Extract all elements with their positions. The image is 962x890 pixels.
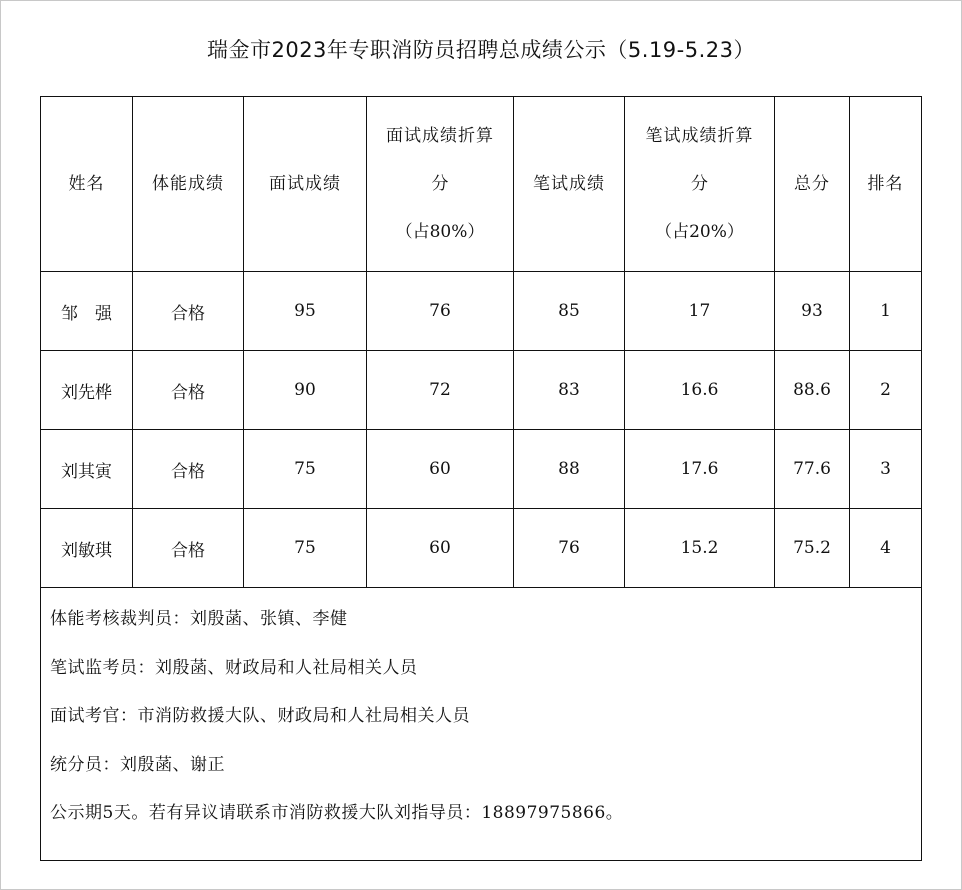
header-fitness: 体能成绩 bbox=[133, 97, 244, 272]
cell-name: 邹 强 bbox=[41, 272, 133, 351]
cell-fitness: 合格 bbox=[133, 509, 244, 588]
cell-written-converted: 17.6 bbox=[625, 430, 775, 509]
note-publicity-period: 公示期5天。若有异议请联系市消防救援大队刘指导员：18897975866。 bbox=[50, 803, 624, 823]
header-interview: 面试成绩 bbox=[244, 97, 367, 272]
cell-rank: 4 bbox=[850, 509, 922, 588]
header-written-converted-line2: 分 bbox=[691, 174, 708, 194]
note-interviewers: 面试考官：市消防救援大队、财政局和人社局相关人员 bbox=[50, 706, 470, 726]
notes-row bbox=[41, 588, 922, 861]
cell-total: 93 bbox=[775, 272, 850, 351]
cell-interview: 75 bbox=[244, 430, 367, 509]
cell-rank: 3 bbox=[850, 430, 922, 509]
cell-name: 刘先桦 bbox=[41, 351, 133, 430]
header-row bbox=[41, 97, 922, 272]
table-row bbox=[41, 351, 922, 430]
header-written-converted-line3: （占20%） bbox=[655, 222, 744, 242]
cell-rank: 1 bbox=[850, 272, 922, 351]
cell-rank: 2 bbox=[850, 351, 922, 430]
cell-written: 85 bbox=[514, 272, 625, 351]
note-written-proctors: 笔试监考员：刘殷菡、财政局和人社局相关人员 bbox=[50, 657, 418, 678]
cell-written: 83 bbox=[514, 351, 625, 430]
notes-cell bbox=[41, 588, 922, 861]
cell-interview-converted: 60 bbox=[367, 430, 514, 509]
notes-box bbox=[41, 588, 921, 823]
note-fitness-judges: 体能考核裁判员：刘殷菡、张镇、李健 bbox=[50, 609, 348, 629]
score-table bbox=[40, 96, 922, 861]
cell-written: 76 bbox=[514, 509, 625, 588]
cell-interview-converted: 72 bbox=[367, 351, 514, 430]
cell-interview: 90 bbox=[244, 351, 367, 430]
header-written-converted bbox=[625, 97, 775, 272]
cell-total: 75.2 bbox=[775, 509, 850, 588]
cell-written-converted: 15.2 bbox=[625, 509, 775, 588]
cell-written-converted: 17 bbox=[625, 272, 775, 351]
cell-interview: 95 bbox=[244, 272, 367, 351]
header-rank: 排名 bbox=[850, 97, 922, 272]
note-scorers: 统分员：刘殷菡、谢正 bbox=[50, 754, 225, 775]
header-interview-converted-line2: 分 bbox=[431, 174, 449, 194]
table-row bbox=[41, 430, 922, 509]
header-written-converted-line1: 笔试成绩折算 bbox=[645, 126, 754, 146]
cell-name: 刘其寅 bbox=[41, 430, 133, 509]
header-interview-converted bbox=[367, 97, 514, 272]
cell-fitness: 合格 bbox=[133, 272, 244, 351]
cell-written-converted: 16.6 bbox=[625, 351, 775, 430]
cell-written: 88 bbox=[514, 430, 625, 509]
cell-fitness: 合格 bbox=[133, 430, 244, 509]
cell-name: 刘敏琪 bbox=[41, 509, 133, 588]
header-written: 笔试成绩 bbox=[514, 97, 625, 272]
cell-interview-converted: 76 bbox=[367, 272, 514, 351]
cell-interview-converted: 60 bbox=[367, 509, 514, 588]
header-interview-converted-line3: （占80%） bbox=[395, 222, 485, 242]
cell-total: 77.6 bbox=[775, 430, 850, 509]
cell-interview: 75 bbox=[244, 509, 367, 588]
table-row bbox=[41, 272, 922, 351]
table-row bbox=[41, 509, 922, 588]
page-title: 瑞金市2023年专职消防员招聘总成绩公示（5.19-5.23） bbox=[206, 38, 756, 62]
cell-total: 88.6 bbox=[775, 351, 850, 430]
header-total: 总分 bbox=[775, 97, 850, 272]
cell-fitness: 合格 bbox=[133, 351, 244, 430]
header-interview-converted-line1: 面试成绩折算 bbox=[386, 126, 494, 146]
header-name: 姓名 bbox=[41, 97, 133, 272]
